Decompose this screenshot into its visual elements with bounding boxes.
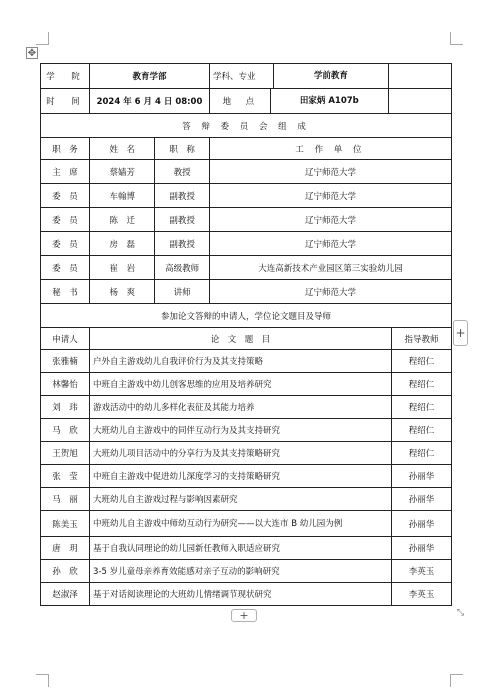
page-corner-mark — [36, 674, 49, 687]
applicants-col-topic: 论 文 题 目 — [90, 328, 392, 350]
page-corner-mark — [450, 674, 463, 687]
place-cell — [209, 89, 388, 114]
committee-title[interactable]: 讲师 — [155, 280, 210, 304]
committee-section-title: 答 辩 委 员 会 组 成 — [41, 114, 452, 138]
advisor-name[interactable]: 孙丽华 — [391, 537, 451, 560]
committee-role: 委 员 — [41, 208, 90, 232]
advisor-name[interactable]: 李英玉 — [391, 560, 451, 583]
committee-role: 秘 书 — [41, 280, 90, 304]
advisor-name[interactable]: 程绍仁 — [391, 419, 451, 442]
committee-role: 委 员 — [41, 256, 90, 280]
committee-name[interactable]: 房 磊 — [90, 232, 155, 256]
committee-name[interactable]: 陈 迁 — [90, 208, 155, 232]
college-value[interactable]: 教育学部 — [90, 64, 210, 89]
thesis-topic[interactable]: 大班幼儿自主游戏过程与影响因素研究 — [90, 488, 392, 511]
advisor-name[interactable]: 程绍仁 — [391, 442, 451, 465]
applicant-name[interactable]: 马 欣 — [41, 419, 90, 442]
committee-unit[interactable]: 辽宁师范大学 — [209, 160, 451, 184]
thesis-topic[interactable]: 户外自主游戏幼儿自我评价行为及其支持策略 — [90, 350, 392, 373]
thesis-topic[interactable]: 游戏活动中的幼儿多样化表征及其能力培养 — [90, 396, 392, 419]
committee-name[interactable]: 杨 爽 — [90, 280, 155, 304]
applicant-row — [41, 396, 452, 419]
committee-unit[interactable]: 辽宁师范大学 — [209, 280, 451, 304]
header-row-1 — [41, 64, 452, 89]
advisor-name[interactable]: 孙丽华 — [391, 511, 451, 537]
thesis-topic[interactable]: 中班自主游戏中幼儿创客思维的应用及培养研究 — [90, 373, 392, 396]
applicant-name[interactable]: 陈美玉 — [41, 511, 90, 537]
applicant-name[interactable]: 唐 玥 — [41, 537, 90, 560]
thesis-topic[interactable]: 大班幼儿项目活动中的分享行为及其支持策略研究 — [90, 442, 392, 465]
committee-row — [41, 208, 452, 232]
applicant-row — [41, 373, 452, 396]
committee-section-row — [41, 114, 452, 138]
committee-row — [41, 256, 452, 280]
applicant-row — [41, 488, 452, 511]
advisor-name[interactable]: 程绍仁 — [391, 396, 451, 419]
committee-unit[interactable]: 大连高新技术产业园区第三实验幼儿园 — [209, 256, 451, 280]
major-value-pad — [388, 64, 451, 89]
committee-role: 委 员 — [41, 232, 90, 256]
thesis-topic[interactable]: 中班自主游戏中促进幼儿深度学习的支持策略研究 — [90, 465, 392, 488]
committee-name[interactable]: 崔 岩 — [90, 256, 155, 280]
committee-role: 主 席 — [41, 160, 90, 184]
committee-row — [41, 280, 452, 304]
major-label: 学科、专业 — [212, 72, 256, 82]
applicant-row — [41, 465, 452, 488]
table-resize-handle-icon[interactable]: ⤡ — [456, 608, 465, 618]
applicant-name[interactable]: 孙 欣 — [41, 560, 90, 583]
applicants-header-row — [41, 328, 452, 350]
time-value[interactable]: 2024 年 6 月 4 日 08:00 — [90, 89, 210, 114]
add-column-button[interactable]: + — [453, 320, 468, 346]
place-value[interactable]: 田家炳 A107b — [270, 89, 388, 113]
applicant-name[interactable]: 王贺旭 — [41, 442, 90, 465]
advisor-name[interactable]: 程绍仁 — [391, 350, 451, 373]
place-label: 地 点 — [222, 97, 258, 107]
time-label: 时 间 — [41, 89, 90, 114]
advisor-name[interactable]: 孙丽华 — [391, 488, 451, 511]
applicants-col-name: 申请人 — [41, 328, 90, 350]
applicant-row — [41, 537, 452, 560]
college-label: 学 院 — [41, 64, 90, 89]
applicant-name[interactable]: 张雅楠 — [41, 350, 90, 373]
committee-name[interactable]: 蔡嫱芳 — [90, 160, 155, 184]
applicant-name[interactable]: 马 丽 — [41, 488, 90, 511]
committee-header-row — [41, 138, 452, 160]
committee-unit[interactable]: 辽宁师范大学 — [209, 184, 451, 208]
advisor-name[interactable]: 李英玉 — [391, 583, 451, 606]
committee-col-role: 职 务 — [41, 138, 90, 160]
committee-col-unit: 工 作 单 位 — [209, 138, 451, 160]
add-row-button[interactable]: + — [231, 609, 257, 622]
applicant-row — [41, 560, 452, 583]
committee-title[interactable]: 副教授 — [155, 184, 210, 208]
thesis-topic[interactable]: 3-5 岁儿童母亲养育效能感对亲子互动的影响研究 — [90, 560, 392, 583]
page-corner-mark — [450, 32, 463, 45]
committee-title[interactable]: 高级教师 — [155, 256, 210, 280]
committee-role: 委 员 — [41, 184, 90, 208]
applicant-row — [41, 442, 452, 465]
applicants-section-row — [41, 304, 452, 328]
committee-title[interactable]: 教授 — [155, 160, 210, 184]
applicants-col-advisor: 指导教师 — [391, 328, 451, 350]
applicant-row — [41, 511, 452, 537]
thesis-topic[interactable]: 中班幼儿自主游戏中师幼互动行为研究——以大连市 B 幼儿园为例 — [90, 511, 392, 537]
applicant-name[interactable]: 张 莹 — [41, 465, 90, 488]
applicant-row — [41, 350, 452, 373]
applicant-name[interactable]: 赵淑泽 — [41, 583, 90, 606]
committee-unit[interactable]: 辽宁师范大学 — [209, 208, 451, 232]
header-row-2 — [41, 89, 452, 114]
thesis-topic[interactable]: 大班幼儿自主游戏中的同伴互动行为及其支持研究 — [90, 419, 392, 442]
advisor-name[interactable]: 孙丽华 — [391, 465, 451, 488]
applicant-name[interactable]: 林馨怡 — [41, 373, 90, 396]
page-corner-mark — [36, 32, 49, 45]
committee-title[interactable]: 副教授 — [155, 232, 210, 256]
committee-row — [41, 160, 452, 184]
table-move-handle-icon[interactable]: ✥ — [27, 48, 37, 59]
advisor-name[interactable]: 程绍仁 — [391, 373, 451, 396]
applicant-row — [41, 583, 452, 606]
applicant-row — [41, 419, 452, 442]
applicant-name[interactable]: 刘 玮 — [41, 396, 90, 419]
committee-row — [41, 184, 452, 208]
committee-row — [41, 232, 452, 256]
committee-unit[interactable]: 辽宁师范大学 — [209, 232, 451, 256]
committee-name[interactable]: 车翰博 — [90, 184, 155, 208]
major-value[interactable]: 学前教育 — [273, 64, 388, 88]
thesis-topic[interactable]: 基于自我认同理论的幼儿园新任教师入职适应研究 — [90, 537, 392, 560]
thesis-topic[interactable]: 基于对话阅读理论的大班幼儿情绪调节现状研究 — [90, 583, 392, 606]
committee-title[interactable]: 副教授 — [155, 208, 210, 232]
applicants-section-title: 参加论文答辩的申请人，学位论文题目及导师 — [41, 304, 452, 328]
major-cell — [209, 64, 388, 89]
committee-col-name: 姓 名 — [90, 138, 155, 160]
defense-info-table — [40, 63, 452, 606]
place-value-pad — [388, 89, 451, 114]
committee-col-title: 职 称 — [155, 138, 210, 160]
